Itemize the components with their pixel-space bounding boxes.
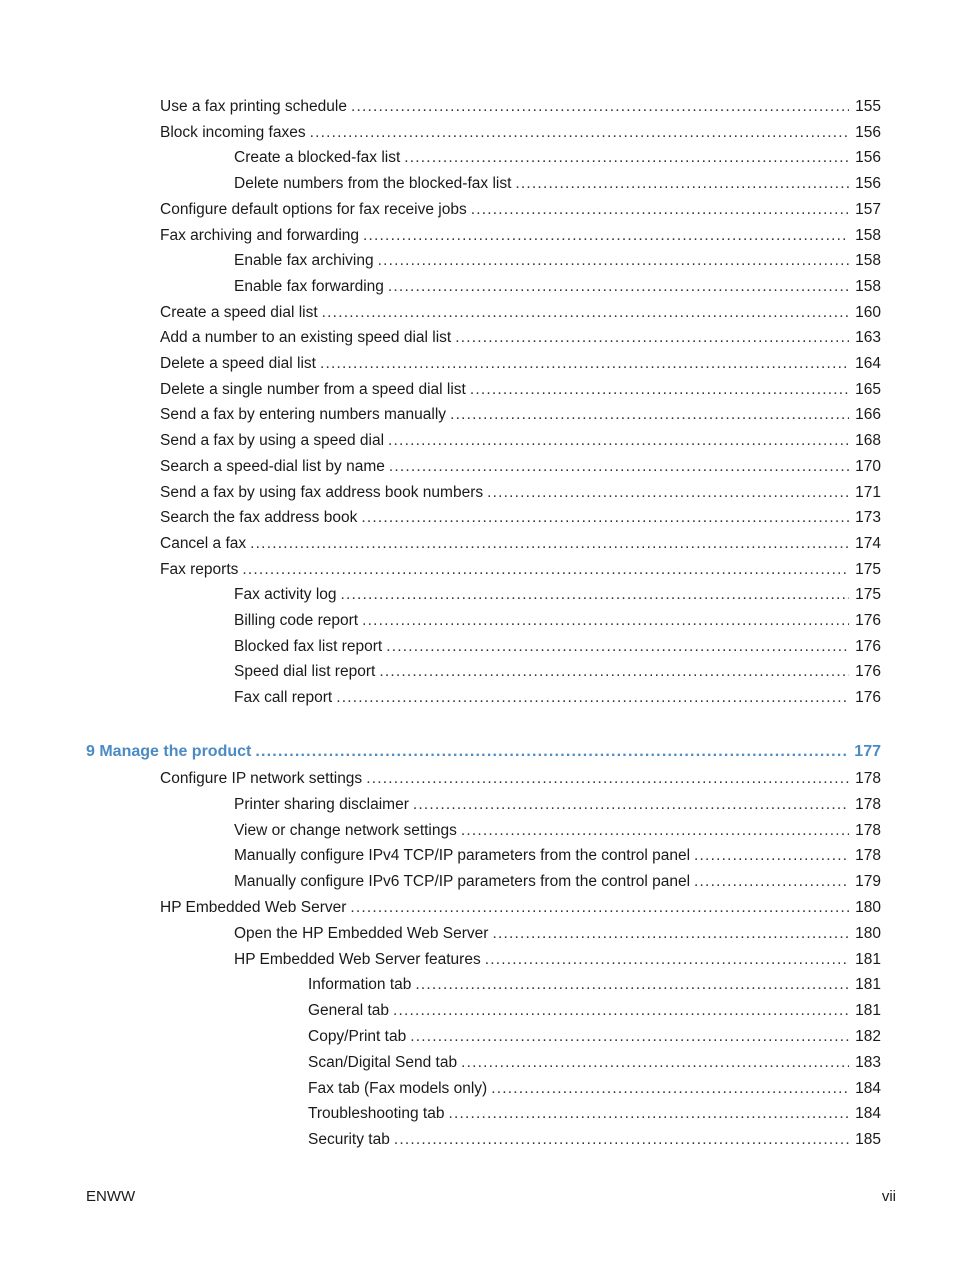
toc-dot-leader bbox=[350, 899, 849, 917]
toc-dot-leader bbox=[410, 1028, 849, 1046]
toc-entry[interactable] bbox=[234, 869, 881, 891]
toc-entry[interactable] bbox=[308, 972, 881, 994]
toc-entry-page: 181 bbox=[855, 1002, 881, 1019]
toc-entry-page: 155 bbox=[855, 98, 881, 115]
toc-entry-title: Fax tab (Fax models only) bbox=[308, 1080, 488, 1097]
toc-dot-leader bbox=[242, 561, 849, 579]
toc-entry-title: Copy/Print tab bbox=[308, 1028, 407, 1045]
toc-entry-page: 156 bbox=[855, 124, 881, 141]
toc-entry[interactable] bbox=[160, 454, 881, 476]
toc-dot-leader bbox=[341, 586, 850, 604]
toc-entry[interactable] bbox=[308, 998, 881, 1020]
toc-entry-title: Billing code report bbox=[234, 612, 359, 629]
toc-dot-leader bbox=[378, 252, 850, 270]
toc-entry-page: 176 bbox=[855, 663, 881, 680]
footer-left-label: ENWW bbox=[86, 1188, 136, 1205]
toc-entry-title: Send a fax by entering numbers manually bbox=[160, 406, 447, 423]
toc-dot-leader bbox=[389, 458, 849, 476]
toc-dot-leader bbox=[413, 796, 849, 814]
toc-entry[interactable] bbox=[234, 921, 881, 943]
toc-entry-title: Cancel a fax bbox=[160, 535, 247, 552]
toc-entry-page: 156 bbox=[855, 149, 881, 166]
toc-dot-leader bbox=[336, 689, 849, 707]
toc-entry-page: 174 bbox=[855, 535, 881, 552]
toc-entry-page: 176 bbox=[855, 689, 881, 706]
toc-dot-leader bbox=[404, 149, 849, 167]
toc-entry[interactable] bbox=[234, 818, 881, 840]
toc-dot-leader bbox=[322, 304, 849, 322]
toc-dot-leader bbox=[388, 432, 849, 450]
toc-dot-leader bbox=[320, 355, 849, 373]
toc-dot-leader bbox=[455, 329, 849, 347]
toc-entry[interactable] bbox=[160, 223, 881, 245]
toc-dot-leader bbox=[492, 925, 849, 943]
toc-entry-title: Manually configure IPv6 TCP/IP parameters from the control panel bbox=[234, 873, 691, 890]
toc-entry[interactable] bbox=[234, 274, 881, 296]
toc-entry[interactable] bbox=[308, 1127, 881, 1149]
toc-entry-page: 175 bbox=[855, 561, 881, 578]
toc-dot-leader bbox=[250, 535, 849, 553]
toc-entry[interactable] bbox=[234, 582, 881, 604]
toc-dot-leader bbox=[487, 484, 849, 502]
toc-entry-title: Information tab bbox=[308, 976, 412, 993]
toc-dot-leader bbox=[470, 381, 849, 399]
toc-dot-leader bbox=[388, 278, 849, 296]
toc-dot-leader bbox=[393, 1002, 849, 1020]
toc-entry-title: Add a number to an existing speed dial list bbox=[160, 329, 452, 346]
toc-entry[interactable] bbox=[234, 685, 881, 707]
toc-entry-title: Delete a speed dial list bbox=[160, 355, 316, 372]
toc-entry[interactable] bbox=[308, 1076, 881, 1098]
toc-entry[interactable] bbox=[234, 171, 881, 193]
toc-entry[interactable] bbox=[234, 792, 881, 814]
toc-dot-leader bbox=[450, 406, 849, 424]
toc-entry-title: Delete a single number from a speed dial list bbox=[160, 381, 466, 398]
toc-entry-title: Configure IP network settings bbox=[160, 770, 363, 787]
toc-entry-title: Search a speed-dial list by name bbox=[160, 458, 385, 475]
toc-entry-title: Enable fax forwarding bbox=[234, 278, 384, 295]
toc-entry[interactable] bbox=[160, 402, 881, 424]
toc-dot-leader bbox=[491, 1080, 849, 1098]
toc-dot-leader bbox=[366, 770, 849, 788]
toc-entry-page: 177 bbox=[854, 743, 881, 760]
toc-entry-title: Printer sharing disclaimer bbox=[234, 796, 409, 813]
toc-entry[interactable] bbox=[308, 1101, 881, 1123]
toc-entry-title: Fax call report bbox=[234, 689, 333, 706]
toc-dot-leader bbox=[361, 509, 849, 527]
toc-dot-leader bbox=[448, 1105, 849, 1123]
toc-entry-page: 171 bbox=[855, 484, 881, 501]
toc-entry-title: Speed dial list report bbox=[234, 663, 376, 680]
toc-entry-title: Send a fax by using a speed dial bbox=[160, 432, 385, 449]
toc-entry-title: Scan/Digital Send tab bbox=[308, 1054, 458, 1071]
toc-entry[interactable] bbox=[160, 766, 881, 788]
toc-entry-page: 184 bbox=[855, 1105, 881, 1122]
toc-entry-title: Enable fax archiving bbox=[234, 252, 374, 269]
toc-entry-title: Fax archiving and forwarding bbox=[160, 227, 360, 244]
toc-dot-leader bbox=[362, 612, 849, 630]
toc-entry-title: HP Embedded Web Server bbox=[160, 899, 347, 916]
toc-entry[interactable] bbox=[160, 120, 881, 142]
toc-entry-page: 178 bbox=[855, 822, 881, 839]
toc-entry[interactable] bbox=[160, 300, 881, 322]
toc-dot-leader bbox=[386, 638, 849, 656]
toc-entry-title: View or change network settings bbox=[234, 822, 457, 839]
toc-dot-leader bbox=[485, 951, 849, 969]
toc-dot-leader bbox=[515, 175, 849, 193]
toc-entry-page: 160 bbox=[855, 304, 881, 321]
toc-entry-title: Create a blocked-fax list bbox=[234, 149, 401, 166]
toc-entry-page: 164 bbox=[855, 355, 881, 372]
toc-dot-leader bbox=[379, 663, 849, 681]
toc-dot-leader bbox=[694, 847, 849, 865]
toc-dot-leader bbox=[363, 227, 849, 245]
toc-entry[interactable] bbox=[234, 659, 881, 681]
toc-entry[interactable] bbox=[308, 1024, 881, 1046]
toc-entry-page: 183 bbox=[855, 1054, 881, 1071]
toc-entry-page: 178 bbox=[855, 770, 881, 787]
toc-entry-title: General tab bbox=[308, 1002, 389, 1019]
toc-entry-page: 156 bbox=[855, 175, 881, 192]
toc-entry[interactable] bbox=[234, 947, 881, 969]
toc-entry-page: 179 bbox=[855, 873, 881, 890]
toc-entry-title: HP Embedded Web Server features bbox=[234, 951, 481, 968]
toc-entry-page: 158 bbox=[855, 227, 881, 244]
toc-entry-title: Manually configure IPv4 TCP/IP parameters from the control panel bbox=[234, 847, 691, 864]
toc-entry-title: Blocked fax list report bbox=[234, 638, 383, 655]
toc-entry-title: Use a fax printing schedule bbox=[160, 98, 347, 115]
toc-entry[interactable] bbox=[160, 197, 881, 219]
toc-entry-title: Send a fax by using fax address book numbers bbox=[160, 484, 484, 501]
toc-dot-leader bbox=[415, 976, 849, 994]
toc-entry[interactable] bbox=[160, 351, 881, 373]
toc-entry[interactable] bbox=[160, 480, 881, 502]
toc-dot-leader bbox=[351, 98, 849, 116]
toc-entry-page: 157 bbox=[855, 201, 881, 218]
toc-entry-page: 178 bbox=[855, 847, 881, 864]
toc-entry[interactable] bbox=[160, 377, 881, 399]
toc-entry-page: 180 bbox=[855, 899, 881, 916]
toc-entry-title: Search the fax address book bbox=[160, 509, 358, 526]
toc-entry-title: Security tab bbox=[308, 1131, 390, 1148]
toc-entry-page: 185 bbox=[855, 1131, 881, 1148]
toc-entry[interactable] bbox=[160, 94, 881, 116]
toc-entry-page: 181 bbox=[855, 951, 881, 968]
toc-entry-page: 176 bbox=[855, 638, 881, 655]
toc-entry-page: 176 bbox=[855, 612, 881, 629]
toc-entry[interactable] bbox=[234, 248, 881, 270]
toc-entry-page: 184 bbox=[855, 1080, 881, 1097]
toc-dot-leader bbox=[310, 124, 850, 142]
toc-entry-page: 168 bbox=[855, 432, 881, 449]
toc-entry[interactable] bbox=[234, 843, 881, 865]
toc-entry[interactable] bbox=[234, 608, 881, 630]
toc-entry-page: 182 bbox=[855, 1028, 881, 1045]
toc-entry[interactable] bbox=[160, 428, 881, 450]
toc-entry-title: Fax reports bbox=[160, 561, 239, 578]
toc-entry-page: 180 bbox=[855, 925, 881, 942]
toc-dot-leader bbox=[461, 822, 849, 840]
toc-entry-page: 166 bbox=[855, 406, 881, 423]
toc-entry-page: 165 bbox=[855, 381, 881, 398]
toc-dot-leader bbox=[255, 743, 848, 761]
toc-entry-title: Create a speed dial list bbox=[160, 304, 318, 321]
toc-entry-page: 181 bbox=[855, 976, 881, 993]
toc-entry-title: Delete numbers from the blocked-fax list bbox=[234, 175, 512, 192]
toc-entry[interactable] bbox=[160, 557, 881, 579]
toc-entry-title: Configure default options for fax receive jobs bbox=[160, 201, 467, 218]
toc-chapter-entry[interactable] bbox=[86, 739, 881, 761]
toc-entry-title: Block incoming faxes bbox=[160, 124, 306, 141]
toc-entry-page: 158 bbox=[855, 278, 881, 295]
toc-dot-leader bbox=[694, 873, 849, 891]
toc-entry[interactable] bbox=[234, 634, 881, 656]
toc-entry-page: 163 bbox=[855, 329, 881, 346]
toc-dot-leader bbox=[394, 1131, 849, 1149]
toc-dot-leader bbox=[461, 1054, 849, 1072]
footer-page-number: vii bbox=[881, 1188, 896, 1205]
toc-entry-title: Open the HP Embedded Web Server bbox=[234, 925, 489, 942]
toc-entry[interactable] bbox=[160, 505, 881, 527]
toc-entry[interactable] bbox=[308, 1050, 881, 1072]
toc-entry-title: Troubleshooting tab bbox=[308, 1105, 445, 1122]
toc-entry-title: Fax activity log bbox=[234, 586, 337, 603]
toc-entry-page: 158 bbox=[855, 252, 881, 269]
toc-entry-page: 173 bbox=[855, 509, 881, 526]
toc-dot-leader bbox=[471, 201, 849, 219]
toc-entry[interactable] bbox=[160, 531, 881, 553]
toc-entry[interactable] bbox=[234, 145, 881, 167]
toc-entry-page: 175 bbox=[855, 586, 881, 603]
toc-entry[interactable] bbox=[160, 325, 881, 347]
toc-entry-page: 178 bbox=[855, 796, 881, 813]
toc-entry-page: 170 bbox=[855, 458, 881, 475]
toc-entry-title: 9 Manage the product bbox=[86, 743, 252, 760]
toc-entry[interactable] bbox=[160, 895, 881, 917]
